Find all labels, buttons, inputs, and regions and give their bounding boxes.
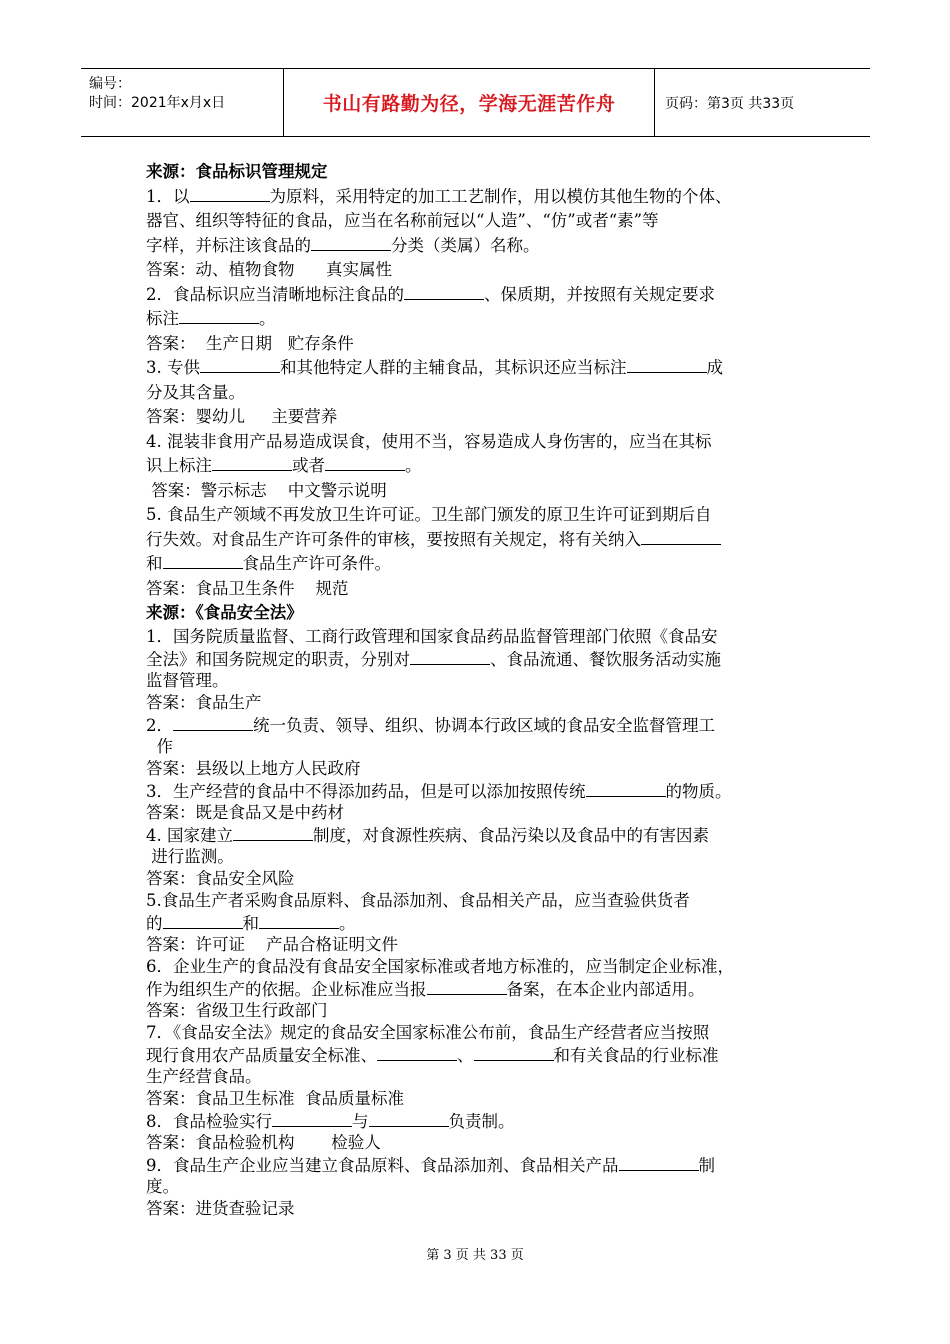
question-line [146,1044,814,1066]
question-line [146,1110,814,1132]
fill-blank [233,824,313,841]
fill-blank [163,552,243,569]
question-line [146,648,814,670]
question-line [146,1154,814,1176]
question-line [146,978,814,1000]
question-text: 4. 国家建立 [146,825,233,845]
question-text: 备案，在本企业内部适用。 [506,979,705,999]
question-line: 监督管理。 [146,670,229,690]
question-text: 制 [698,1155,715,1175]
question-text: 的 [146,913,163,933]
question-line: 6．企业生产的食品没有食品安全国家标准或者地方标准的，应当制定企业标准， [146,956,734,976]
answer-line: 答案：省级卫生行政部门 [146,1000,328,1020]
fill-blank [410,648,490,665]
section-title: 来源：《食品安全法》 [146,603,303,622]
fill-blank [586,780,666,797]
question-text: 食品生产许可条件。 [242,554,391,573]
question-text: 、保质期，并按照有关规定要求 [484,284,715,304]
question-text: 和有关食品的行业标准 [553,1045,719,1065]
question-line: 分及其含量。 [146,382,245,402]
fill-blank [641,528,721,545]
fill-blank [212,454,292,471]
question-text: 成 [706,358,723,377]
fill-blank [163,912,243,929]
question-text: 全法》和国务院规定的职责，分别对 [146,649,410,669]
question-text: 分类（类属）名称。 [391,235,540,255]
answer-line: 答案： 生产日期 贮存条件 [146,333,354,353]
question-line [146,234,814,259]
question-text: 统一负责、领导、组织、协调本行政区域的食品安全监督管理工 [253,715,715,735]
question-line: 度。 [146,1176,179,1196]
question-text: 1．以 [146,186,190,206]
question-line [146,780,814,802]
question-line [146,528,814,553]
answer-line: 答案：食品检验机构 检验人 [146,1132,381,1152]
header-meta [81,69,284,136]
question-text: 识上标注 [146,456,212,475]
question-line: 5.食品生产者采购食品原料、食品添加剂、食品相关产品，应当查验供货者 [146,890,690,910]
number-label: 编号： [89,76,131,92]
question-text: 。 [339,913,356,933]
fill-blank [404,283,484,300]
question-text: 或者 [292,456,325,475]
page-header [81,68,870,137]
question-text: 3．生产经营的食品中不得添加药品，但是可以添加按照传统 [146,781,586,801]
answer-line: 答案：食品卫生标准 食品质量标准 [146,1088,404,1108]
answer-line: 答案：既是食品又是中药材 [146,802,344,822]
motto-text: 书山有路勤为径，学海无涯苦作舟 [322,93,616,115]
question-line [146,552,814,577]
question-line [146,824,814,846]
question-text: 的物质。 [665,781,732,801]
question-line [146,714,814,736]
fill-blank [377,1044,457,1061]
question-text: 现行食用农产品质量安全标准、 [146,1045,377,1065]
question-text: 作为组织生产的依据。企业标准应当报 [146,979,427,999]
fill-blank [190,185,270,202]
fill-blank [179,307,259,324]
question-line: 作 [146,736,173,756]
question-line [146,454,814,479]
answer-line: 答案：动、植物食物 真实属性 [146,260,392,279]
answer-line: 答案：食品生产 [146,692,262,712]
fill-blank [311,234,391,251]
question-line: 器官、组织等特征的食品，应当在名称前冠以“人造”、“仿”或者“素”等 [146,211,659,230]
section-title: 来源：食品标识管理规定 [146,162,328,181]
question-line: 4. 混装非食用产品易造成误食，使用不当，容易造成人身伤害的，应当在其标 [146,431,712,451]
question-text: 制度，对食源性疾病、食品污染以及食品中的有害因素 [313,825,709,845]
question-line [146,912,814,934]
question-text: 3. 专供 [146,358,200,377]
question-text: 、 [457,1045,474,1065]
fill-blank [619,1154,699,1171]
question-line: 生产经营食品。 [146,1066,262,1086]
answer-line: 答案：婴幼儿 主要营养 [146,407,338,426]
answer-line: 答案：许可证 产品合格证明文件 [146,934,398,954]
question-text: 与 [352,1111,369,1131]
document-body [146,160,814,1220]
answer-line: 答案：警示标志 中文警示说明 [146,480,387,500]
question-text: 2． [146,715,173,735]
fill-blank [259,912,339,929]
fill-blank [325,454,405,471]
question-text: 和 [242,913,259,933]
answer-line: 答案：进货查验记录 [146,1198,295,1218]
question-text: 和 [146,554,163,573]
fill-blank [200,356,280,373]
time-label: 时间：2021年x月x日 [89,95,226,111]
fill-blank [627,356,707,373]
header-page [655,69,870,136]
question-text: 。 [405,456,422,475]
question-text: 负责制。 [448,1111,515,1131]
question-line: 5. 食品生产领域不再发放卫生许可证。卫生部门颁发的原卫生许可证到期后自 [146,505,712,524]
question-text: 。 [259,309,276,328]
header-motto [284,69,655,136]
question-text: 为原料，采用特定的加工工艺制作，用以模仿其他生物的个体、 [269,186,732,206]
question-text: 8．食品检验实行 [146,1111,272,1131]
question-line [146,307,814,332]
question-line [146,185,814,210]
question-text: 、食品流通、餐饮服务活动实施 [490,649,721,669]
fill-blank [173,714,253,731]
question-text: 标注 [146,309,179,328]
question-text: 字样，并标注该食品的 [146,235,311,255]
fill-blank [427,978,507,995]
question-text: 2．食品标识应当清晰地标注食品的 [146,284,404,304]
question-line [146,356,814,381]
page-footer: 第 3 页 共 33 页 [426,1248,524,1263]
question-line [146,283,814,308]
question-text: 9．食品生产企业应当建立食品原料、食品添加剂、食品相关产品 [146,1155,619,1175]
page-label: 页码：第3页 共33页 [665,95,795,112]
question-line: 1．国务院质量监督、工商行政管理和国家食品药品监督管理部门依照《食品安 [146,626,718,646]
answer-line: 答案：食品安全风险 [146,868,295,888]
question-text: 行失效。对食品生产许可条件的审核，要按照有关规定，将有关纳入 [146,529,641,549]
answer-line: 答案：县级以上地方人民政府 [146,758,361,778]
answer-line: 答案：食品卫生条件 规范 [146,578,349,598]
fill-blank [369,1110,449,1127]
fill-blank [272,1110,352,1127]
fill-blank [474,1044,554,1061]
question-text: 和其他特定人群的主辅食品，其标识还应当标注 [280,358,627,377]
question-line: 7．《食品安全法》规定的食品安全国家标准公布前，食品生产经营者应当按照 [146,1022,710,1042]
question-line: 进行监测。 [146,846,234,866]
